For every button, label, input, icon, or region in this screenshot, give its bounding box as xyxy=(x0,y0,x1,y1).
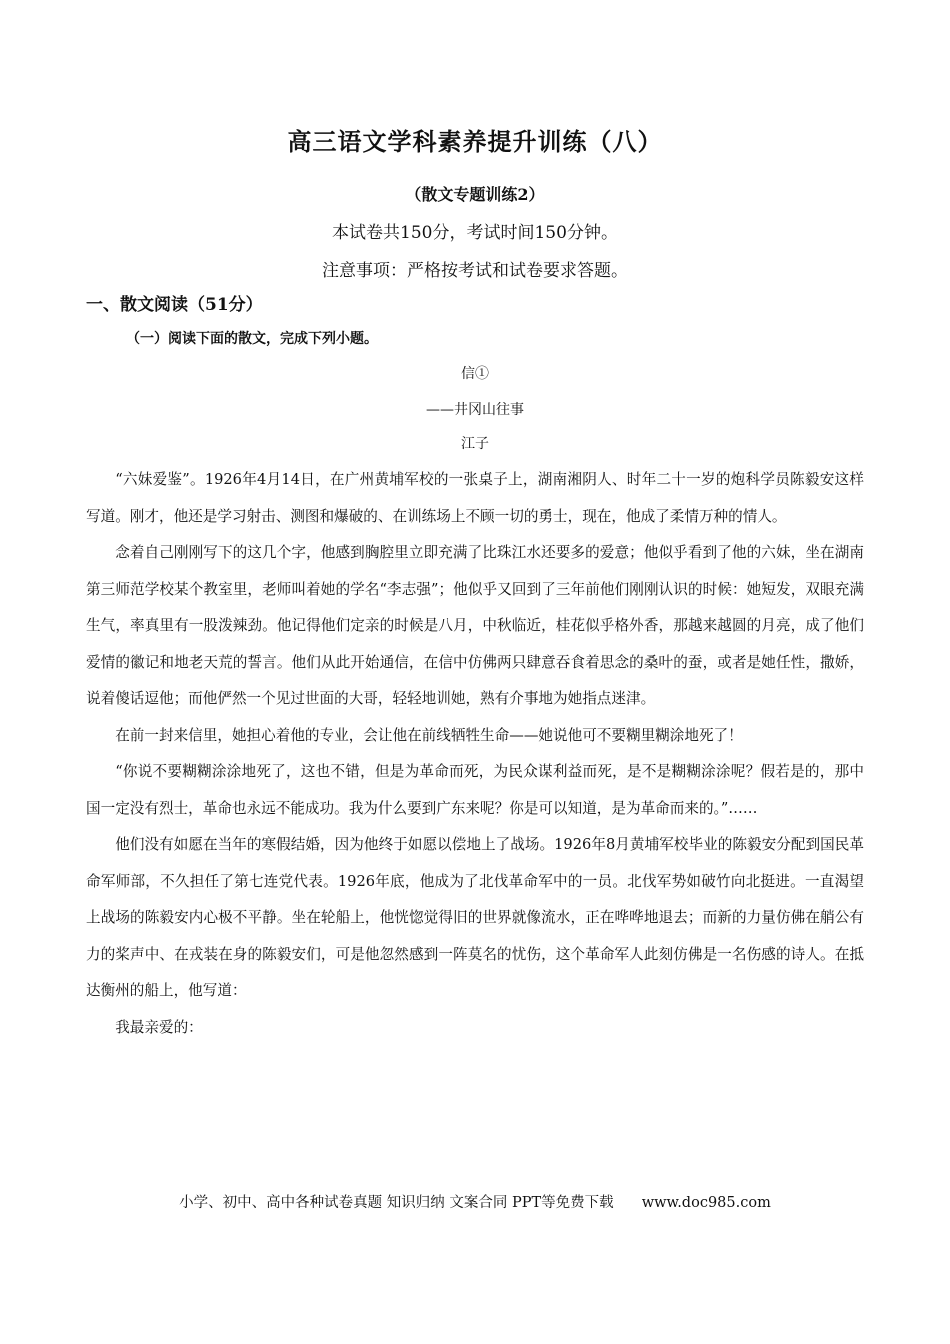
paragraph: 他们没有如愿在当年的寒假结婚，因为他终于如愿以偿地上了战场。1926年8月黄埔军校毕业的陈毅安分配到国民革命军师部，不久担任了第七连党代表。1926年底，他成为了北伐革命军中的一员。北伐军势如破竹向北挺进。一直渴望上战场的陈毅安内心极不平静。坐在轮船上，他恍惚觉得旧的世界就像流水，正在哗哗地退去；而新的力量仿佛在艄公有力的桨声中、在戎装在身的陈毅安们，可是他忽然感到一阵莫名的忧伤，这个革命军人此刻仿佛是一名伤感的诗人。在抵达衡州的船上，他写道： xyxy=(86,836,864,999)
article-author: 江子 xyxy=(461,436,489,452)
paragraph: “六妹爱鉴”。1926年4月14日，在广州黄埔军校的一张桌子上，湖南湘阴人、时年二十一岁的炮科学员陈毅安这样写道。刚才，他还是学习射击、测图和爆破的、在训练场上不顾一切的勇士，现在，他成了柔情万种的情人。 xyxy=(86,471,864,525)
paragraph: 念着自己刚刚写下的这几个字，他感到胸腔里立即充满了比珠江水还要多的爱意；他似乎看到了他的六妹，坐在湖南第三师范学校某个教室里，老师叫着她的学名“李志强”；他似乎又回到了三年前他们刚刚认识的时候：她短发，双眼充满生气，率真里有一股泼辣劲。他记得他们定亲的时候是八月，中秋临近，桂花似乎格外香，那越来越圆的月亮，成了他们爱情的徽记和地老天荒的誓言。他们从此开始通信，在信中仿佛两只肆意吞食着思念的桑叶的蚕，或者是她任性，撒娇，说着傻话逗他；而他俨然一个见过世面的大哥，轻轻地训她，熟有介事地为她指点迷津。 xyxy=(86,544,864,707)
paragraph: 在前一封来信里，她担心着他的专业，会让他在前线牺牲生命——她说他可不要糊里糊涂地死了！ xyxy=(115,726,743,744)
footer-url[interactable]: www.doc985.com xyxy=(641,1195,771,1211)
section-heading: 一、散文阅读（51分） xyxy=(86,295,263,315)
article-title: 信① xyxy=(461,366,489,382)
page-subtitle: （散文专题训练2） xyxy=(405,185,545,204)
section-subheading: （一）阅读下面的散文，完成下列小题。 xyxy=(126,331,378,347)
exam-info-line: 本试卷共150分，考试时间150分钟。 xyxy=(332,223,618,243)
article-body xyxy=(86,462,864,1046)
page-footer xyxy=(0,1191,950,1212)
page-title: 高三语文学科素养提升训练（八） xyxy=(287,128,663,156)
footer-text: 小学、初中、高中各种试卷真题 知识归纳 文案合同 PPT等免费下载 xyxy=(179,1195,614,1211)
article-subtitle: ——井冈山往事 xyxy=(426,402,524,418)
paragraph: 我最亲爱的： xyxy=(115,1018,203,1036)
paragraph: “你说不要糊糊涂涂地死了，这也不错，但是为革命而死，为民众谋利益而死，是不是糊糊涂涂呢？假若是的，那中国一定没有烈士，革命也永远不能成功。我为什么要到广东来呢？你是可以知道，是为革命而来的。”…… xyxy=(86,763,864,817)
exam-notice-line: 注意事项：严格按考试和试卷要求答题。 xyxy=(322,261,628,281)
